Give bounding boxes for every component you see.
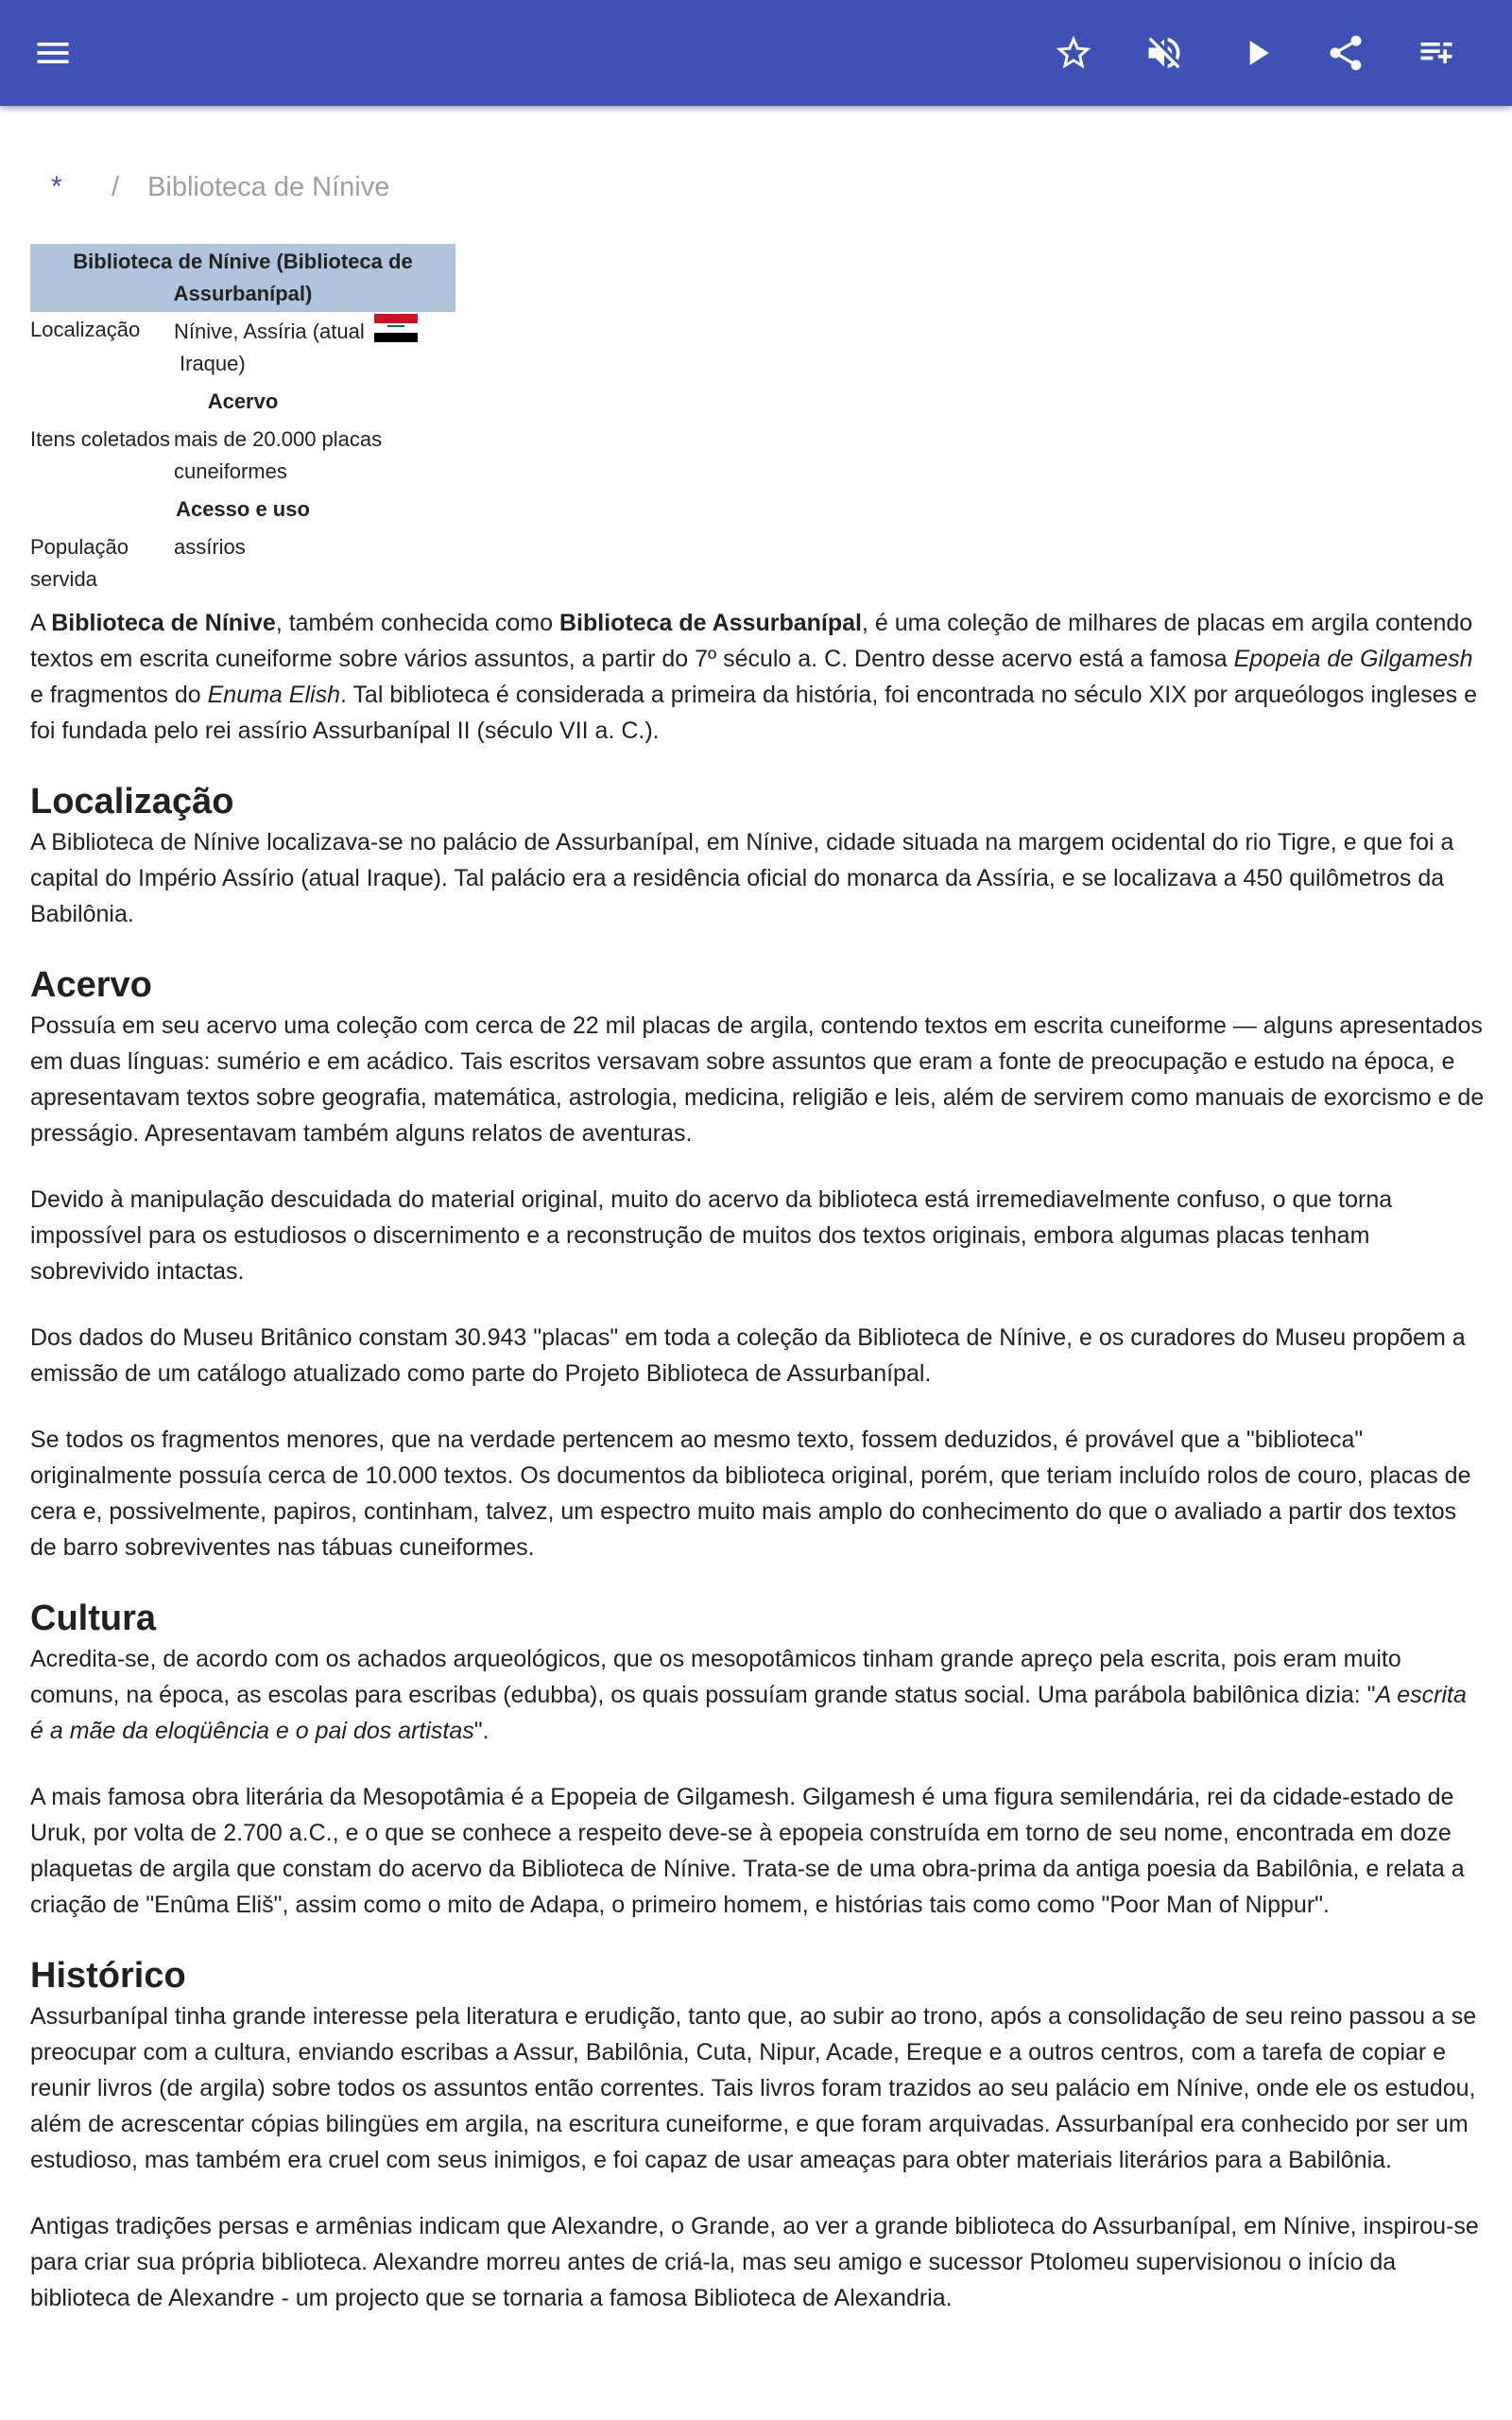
heading-cultura: Cultura — [30, 1599, 156, 1638]
cultura-text: Acredita-se, de acordo com os achados arqueológicos, que os mesopotâmicos tinham grande apreço pela escrita, pois eram muito comuns, na época, as escolas para escribas (edubba), os quais possuíam grande status social. Uma parábola babilônica dizia: " — [30, 1646, 1401, 1708]
breadcrumb-separator: / — [112, 171, 120, 202]
intro-text: A — [30, 610, 52, 636]
infobox-location-label: Localização — [30, 318, 141, 341]
app-bar — [0, 0, 1512, 106]
intro-italic-gilgamesh[interactable]: Epopeia de Gilgamesh — [1233, 646, 1473, 672]
acervo-paragraph-2: Devido à manipulação descuidada do material original, muito do acervo da biblioteca está irremediavelmente confuso, o que torna impossível para os estudiosos o discernimento e a reconstrução de muitos dos textos originais, embora algumas placas tenham sobrevivido intactas. — [30, 1186, 1393, 1285]
infobox-section-collection: Acervo — [207, 389, 279, 413]
breadcrumb — [30, 168, 1486, 206]
cultura-paragraph-1 — [30, 1641, 1486, 1749]
share-icon[interactable] — [1317, 25, 1374, 81]
intro-bold-name: Biblioteca de Nínive — [51, 610, 276, 636]
infobox-location-country[interactable]: Iraque) — [180, 352, 246, 375]
infobox-location-value — [174, 312, 455, 382]
heading-acervo: Acervo — [30, 965, 152, 1005]
infobox-location-text: Nínive, Assíria (atual — [174, 320, 365, 343]
heading-localizacao: Localização — [30, 782, 234, 821]
cultura-quote: A escrita é a mãe da eloqüência e o pai dos artistas — [30, 1682, 1467, 1744]
iraq-flag-icon — [374, 314, 418, 342]
infobox-population-value[interactable]: assírios — [174, 535, 246, 559]
historico-paragraph-1: Assurbanípal tinha grande interesse pela literatura e erudição, tanto que, ao subir ao trono, após a consolidação de seu reino passou a se preocupar com a cultura, enviando escribas a Assur, Babilônia, Cuta, Nipur, Acade, Ereque e a outros centros, com a tarefa de copiar e reunir livros (de argila) sobre todos os assuntos então correntes. Tais livros foram trazidos ao seu palácio em Nínive, onde ele os estudou, além de acrescentar cópias bilingües em argila, na escritura cuneiforme, e que foram arquivadas. Assurbanípal era conhecido por ser um estudioso, mas também era cruel com seus inimigos, e foi capaz de usar ameaças para obter materiais literários para a Babilônia. — [30, 2003, 1477, 2173]
acervo-paragraph-1: Possuía em seu acervo uma coleção com cerca de 22 mil placas de argila, contendo textos em escrita cuneiforme — alguns apresentados em duas línguas: sumério e em acádico. Tais escritos versavam sobre assuntos que eram a fonte de preocupação e estudo na época, e apresentavam textos sobre geografia, matemática, astrologia, medicina, religião e leis, além de servirem como manuais de exorcismo e de presságio. Apresentavam também alguns relatos de aventuras. — [30, 1012, 1485, 1147]
intro-bold-alt-name: Biblioteca de Assurbanípal — [558, 610, 862, 636]
acervo-paragraph-4: Se todos os fragmentos menores, que na verdade pertencem ao mesmo texto, fossem deduzidos, é provável que a "biblioteca" originalmente possuía cerca de 10.000 textos. Os documentos da biblioteca original, porém, que teriam incluído rolos de couro, placas de cera e, possivelmente, papiros, continham, talvez, um espectro muito mais amplo do conhecimento do que o avaliado a partir dos textos de barro sobreviventes nas tábuas cuneiformes. — [30, 1426, 1471, 1561]
infobox-items-label: Itens coletados — [30, 427, 170, 451]
localizacao-paragraph: A Biblioteca de Nínive localizava-se no palácio de Assurbanípal, em Nínive, cidade situada na margem ocidental do rio Tigre, e que foi a capital do Império Assírio (atual Iraque). Tal palácio era a residência oficial do monarca da Assíria, e se localizava a 450 quilômetros da Babilônia. — [30, 829, 1454, 927]
article-content — [30, 142, 1486, 2346]
intro-text: . Tal biblioteca é considerada a primeira da história, foi encontrada no século XIX por arqueólogos ingleses e foi fundada pelo rei assírio Assurbanípal II (século VII a. C.). — [30, 682, 1478, 744]
intro-italic-enuma[interactable]: Enuma Elish — [207, 682, 340, 708]
infobox — [30, 244, 455, 597]
infobox-title: Biblioteca de Nínive (Biblioteca de Assurbanípal) — [30, 244, 455, 312]
infobox-items-value: mais de 20.000 placas cuneiformes — [174, 427, 383, 483]
play-icon[interactable] — [1228, 25, 1285, 81]
volume-off-icon[interactable] — [1136, 25, 1193, 81]
intro-text: , é uma coleção de milhares de placas em argila contendo textos em escrita cuneiforme sobre vários assuntos, a partir do 7º século a. C. Dentro desse acervo está a famosa — [30, 610, 1473, 672]
star-outline-icon[interactable] — [1045, 25, 1102, 81]
acervo-paragraph-3: Dos dados do Museu Britânico constam 30.943 "placas" em toda a coleção da Biblioteca de Nínive, e os curadores do Museu propõem a emissão de um catálogo atualizado como parte do Projeto Biblioteca de Assurbanípal. — [30, 1324, 1466, 1387]
cultura-text-end: ". — [473, 1718, 490, 1744]
infobox-section-access: Acesso e uso — [176, 497, 310, 521]
menu-icon[interactable] — [25, 25, 81, 81]
heading-historico: Histórico — [30, 1956, 186, 1996]
playlist-icon[interactable] — [1408, 25, 1465, 81]
cultura-paragraph-2: A mais famosa obra literária da Mesopotâmia é a Epopeia de Gilgamesh. Gilgamesh é uma figura semilendária, rei da cidade-estado de Uruk, por volta de 2.700 a.C., e o que se conhece a respeito deve-se à epopeia construída em torno de seu nome, encontrada em doze plaquetas de argila que constam do acervo da Biblioteca de Nínive. Trata-se de uma obra-prima da antiga poesia da Babilônia, e relata a criação de "Enûma Eliš", assim como o mito de Adapa, o primeiro homem, e histórias tais como como "Poor Man of Nippur". — [30, 1784, 1465, 1918]
intro-paragraph — [30, 605, 1486, 749]
intro-text: e fragmentos do — [30, 682, 208, 708]
breadcrumb-current: Biblioteca de Nínive — [147, 171, 390, 202]
infobox-population-label: População servida — [30, 535, 129, 591]
historico-paragraph-2: Antigas tradições persas e armênias indicam que Alexandre, o Grande, ao ver a grande biblioteca do Assurbanípal, em Nínive, inspirou-se para criar sua própria biblioteca. Alexandre morreu antes de criá-la, mas seu amigo e sucessor Ptolomeu supervisionou o início da biblioteca de Alexandre - um projecto que se tornaria a famosa Biblioteca de Alexandria. — [30, 2213, 1479, 2311]
intro-text: , também conhecida como — [275, 610, 559, 636]
breadcrumb-home[interactable]: * — [51, 171, 62, 202]
